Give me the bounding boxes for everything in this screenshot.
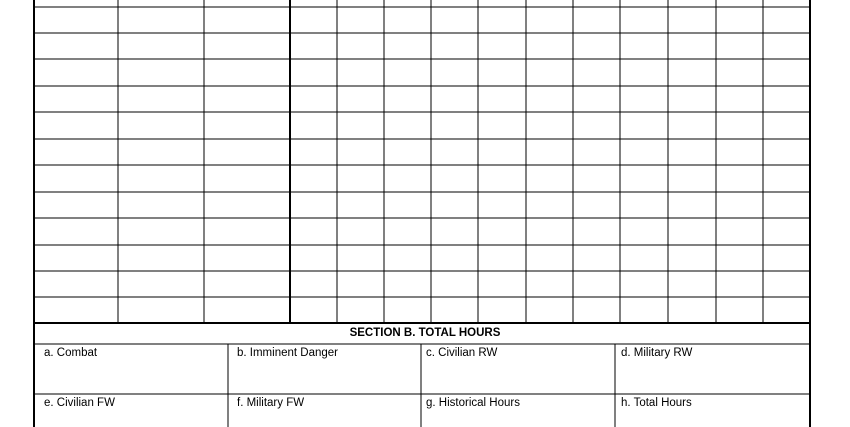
military-rw-field[interactable] — [618, 363, 806, 391]
military-rw-label: d. Military RW — [621, 347, 693, 359]
total-hours-label: h. Total Hours — [621, 397, 692, 409]
historical-hours-field[interactable] — [424, 411, 612, 426]
combat-field[interactable] — [36, 363, 224, 391]
military-fw-field[interactable] — [230, 411, 418, 426]
civilian-rw-field[interactable] — [424, 363, 612, 391]
combat-label: a. Combat — [44, 347, 98, 359]
civilian-rw-label: c. Civilian RW — [426, 347, 498, 359]
civilian-fw-label: e. Civilian FW — [44, 397, 115, 409]
section-b-title: SECTION B. TOTAL HOURS — [349, 327, 501, 339]
total-hours-field[interactable] — [618, 411, 806, 426]
imminent-danger-field[interactable] — [230, 363, 418, 391]
historical-hours-label: g. Historical Hours — [426, 397, 520, 409]
civilian-fw-field[interactable] — [36, 411, 224, 426]
imminent-danger-label: b. Imminent Danger — [237, 347, 338, 359]
military-fw-label: f. Military FW — [237, 397, 305, 409]
